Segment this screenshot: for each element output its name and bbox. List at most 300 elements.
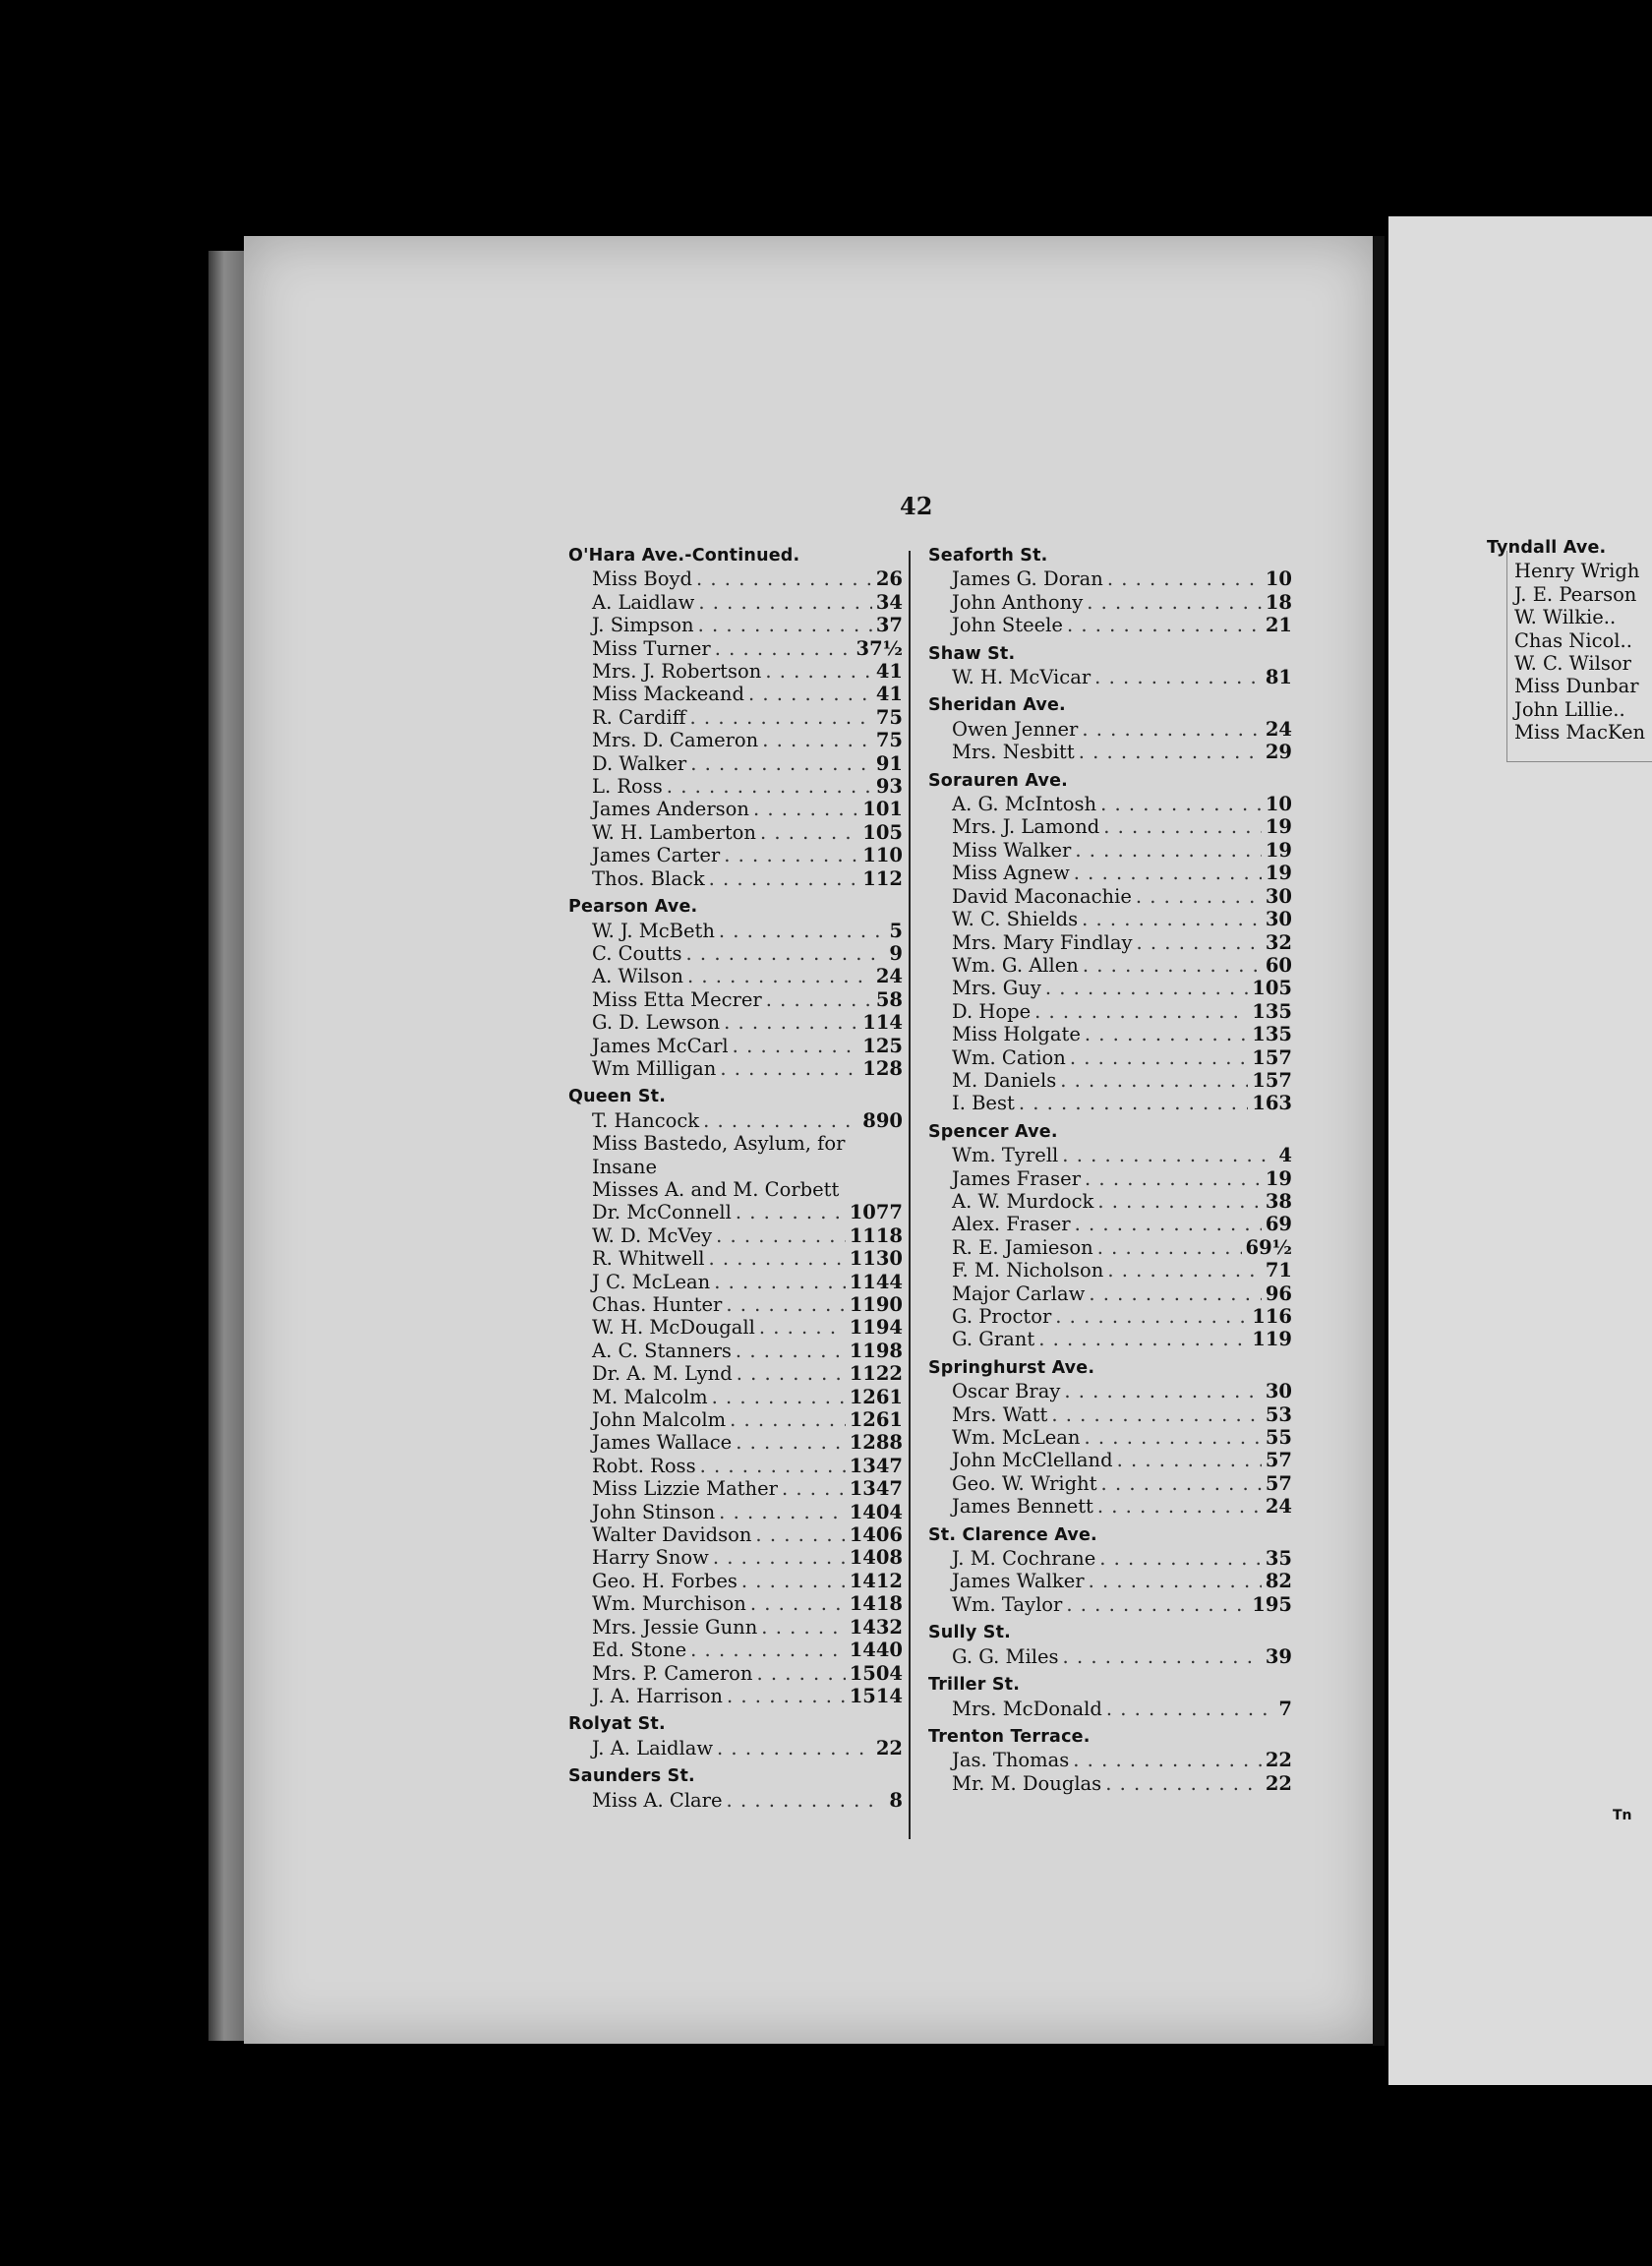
leader-dots xyxy=(724,844,858,866)
leader-dots xyxy=(698,614,872,636)
resident-name: Miss Boyd xyxy=(592,567,692,591)
leader-dots xyxy=(1045,977,1248,999)
house-number: 37½ xyxy=(856,636,903,660)
leader-dots xyxy=(1085,1023,1248,1045)
resident-name: J. Simpson xyxy=(592,614,694,637)
house-number: 38 xyxy=(1265,1189,1292,1213)
house-number: 110 xyxy=(862,844,903,867)
leader-dots xyxy=(727,1789,879,1812)
directory-entry xyxy=(568,1737,903,1759)
resident-name: Wm. G. Allen xyxy=(952,953,1079,977)
house-number: 1432 xyxy=(849,1615,903,1639)
resident-name: C. Coutts xyxy=(592,941,682,965)
resident-name: John McClelland xyxy=(952,1449,1113,1472)
resident-name: Alex. Fraser xyxy=(952,1213,1071,1236)
directory-entry xyxy=(928,666,1292,688)
street-heading: St. Clarence Ave. xyxy=(928,1524,1097,1545)
leader-dots xyxy=(700,1455,846,1477)
leader-dots xyxy=(716,1224,846,1247)
house-number: 1261 xyxy=(849,1385,903,1408)
directory-entry xyxy=(568,591,903,614)
directory-entry xyxy=(568,1501,903,1523)
leader-dots xyxy=(714,1271,846,1293)
resident-name: Miss Bastedo, Asylum, for xyxy=(592,1132,846,1156)
leader-dots xyxy=(1034,1000,1248,1023)
house-number: 24 xyxy=(875,965,903,988)
directory-entry xyxy=(568,988,903,1011)
directory-entry xyxy=(568,729,903,751)
leader-dots xyxy=(1083,954,1262,977)
resident-name: Geo. W. Wright xyxy=(952,1471,1097,1495)
directory-entry xyxy=(568,1546,903,1569)
directory-entry xyxy=(568,637,903,660)
directory-entry xyxy=(568,752,903,775)
leader-dots xyxy=(687,965,872,987)
page-number: 42 xyxy=(900,492,933,520)
directory-entry xyxy=(928,591,1292,614)
house-number: 9 xyxy=(889,941,903,965)
resident-name: Wm Milligan xyxy=(592,1056,717,1080)
leader-dots xyxy=(717,1737,872,1759)
house-number: 82 xyxy=(1265,1570,1292,1593)
resident-name: R. E. Jamieson xyxy=(952,1235,1093,1259)
house-number: 125 xyxy=(862,1034,903,1057)
leader-dots xyxy=(1087,591,1262,614)
house-number: 1406 xyxy=(849,1523,903,1547)
directory-entry xyxy=(928,1213,1292,1235)
directory-entry xyxy=(568,1789,903,1812)
resident-name: Wm. Taylor xyxy=(952,1592,1063,1616)
house-number: 1190 xyxy=(849,1293,903,1316)
street-heading: Spencer Ave. xyxy=(928,1121,1058,1142)
directory-entry xyxy=(568,1293,903,1316)
leader-dots xyxy=(1079,741,1262,763)
house-number: 890 xyxy=(862,1108,903,1132)
resident-name: Wm. McLean xyxy=(952,1426,1081,1450)
house-number: 157 xyxy=(1252,1068,1292,1092)
leader-dots xyxy=(1097,1190,1262,1213)
leader-dots xyxy=(741,1570,846,1592)
resident-name: Miss Holgate xyxy=(952,1023,1081,1046)
directory-entry xyxy=(568,1109,903,1132)
leader-dots xyxy=(715,637,853,660)
leader-dots xyxy=(1105,1772,1262,1795)
resident-name: Wm. Cation xyxy=(952,1045,1066,1069)
directory-entry xyxy=(568,1662,903,1685)
house-number: 41 xyxy=(875,660,903,684)
directory-entry xyxy=(568,1570,903,1592)
leader-dots xyxy=(1099,1547,1262,1570)
house-number: 24 xyxy=(1265,1495,1292,1519)
leader-dots xyxy=(1097,1236,1242,1259)
house-number: 1130 xyxy=(849,1247,903,1271)
leader-dots xyxy=(1082,908,1262,930)
leader-dots xyxy=(1055,1305,1248,1328)
directory-entry xyxy=(928,1593,1292,1616)
leader-dots xyxy=(690,1639,846,1661)
house-number: 26 xyxy=(875,567,903,591)
street-heading: Queen St. xyxy=(568,1087,667,1107)
directory-entry xyxy=(568,1224,903,1247)
resident-name: Henry Wrigh xyxy=(1514,560,1640,583)
resident-name: John Steele xyxy=(952,614,1063,637)
house-number: 128 xyxy=(862,1056,903,1080)
directory-entry xyxy=(568,1011,903,1034)
directory-entry xyxy=(568,614,903,636)
directory-entry xyxy=(928,1000,1292,1023)
directory-entry xyxy=(568,942,903,965)
leader-dots xyxy=(1062,1144,1268,1166)
house-number: 4 xyxy=(1278,1144,1292,1167)
directory-entry xyxy=(568,1035,903,1057)
directory-entry xyxy=(568,867,903,890)
directory-entry xyxy=(928,1570,1292,1592)
resident-name: Mrs. McDonald xyxy=(952,1697,1102,1720)
directory-entry xyxy=(1487,629,1652,652)
leader-dots xyxy=(1074,862,1262,884)
directory-entry xyxy=(568,1178,903,1201)
resident-name: Ed. Stone xyxy=(592,1639,687,1662)
directory-entry xyxy=(1487,675,1652,697)
resident-name: W. D. McVey xyxy=(592,1223,713,1247)
leader-dots xyxy=(737,1362,846,1385)
house-number: 19 xyxy=(1265,862,1292,885)
house-number: 32 xyxy=(1265,930,1292,954)
directory-entry xyxy=(928,614,1292,636)
directory-entry xyxy=(928,954,1292,977)
house-number: 1261 xyxy=(849,1408,903,1432)
directory-entry xyxy=(568,1616,903,1639)
resident-name: A. G. McIntosh xyxy=(952,793,1097,816)
directory-entry xyxy=(568,821,903,844)
leader-dots xyxy=(1060,1069,1248,1092)
directory-entry xyxy=(568,1455,903,1477)
house-number: 1347 xyxy=(849,1454,903,1477)
house-number: 1440 xyxy=(849,1639,903,1662)
directory-entry xyxy=(568,1132,903,1155)
leader-dots xyxy=(1038,1328,1248,1350)
resident-name: John Anthony xyxy=(952,590,1084,614)
resident-name: Mrs. Jessie Gunn xyxy=(592,1615,758,1639)
resident-name: G. Proctor xyxy=(952,1305,1052,1328)
house-number: 19 xyxy=(1265,815,1292,839)
directory-entry xyxy=(1487,698,1652,721)
leader-dots xyxy=(1066,1593,1248,1616)
resident-name: F. M. Nicholson xyxy=(952,1259,1104,1282)
directory-entry xyxy=(928,567,1292,590)
resident-name: L. Ross xyxy=(592,775,663,799)
leader-dots xyxy=(1073,1749,1262,1771)
directory-entry xyxy=(1487,606,1652,628)
leader-dots xyxy=(1089,1570,1262,1592)
directory-entry xyxy=(568,1408,903,1431)
directory-entry xyxy=(568,775,903,798)
leader-dots xyxy=(748,683,872,705)
house-number: 19 xyxy=(1265,1166,1292,1190)
street-heading: Rolyat St. xyxy=(568,1714,666,1735)
leader-dots xyxy=(1019,1092,1248,1114)
house-number: 1418 xyxy=(849,1592,903,1616)
resident-name: Thos. Black xyxy=(592,866,705,890)
house-number: 75 xyxy=(875,729,903,752)
directory-entry xyxy=(568,920,903,942)
resident-name: A. Laidlaw xyxy=(592,590,695,614)
directory-entry xyxy=(928,862,1292,884)
directory-entry xyxy=(928,1259,1292,1282)
leader-dots xyxy=(690,706,872,729)
house-number: 163 xyxy=(1252,1092,1292,1115)
leader-dots xyxy=(1106,1698,1268,1720)
resident-name: G. D. Lewson xyxy=(592,1011,721,1035)
directory-entry xyxy=(568,1523,903,1546)
house-number: 30 xyxy=(1265,884,1292,908)
left-column xyxy=(568,539,903,1812)
directory-entry xyxy=(1487,652,1652,675)
leader-dots xyxy=(750,1592,846,1615)
leader-dots xyxy=(1100,793,1262,815)
leader-dots xyxy=(1075,1213,1262,1235)
resident-name: James Wallace xyxy=(592,1431,733,1455)
resident-name: J. M. Cochrane xyxy=(952,1547,1096,1571)
street-heading: O'Hara Ave.-Continued. xyxy=(568,546,800,566)
resident-name: Mrs. Nesbitt xyxy=(952,741,1075,764)
house-number: 71 xyxy=(1265,1259,1292,1282)
resident-name: T. Hancock xyxy=(592,1108,700,1132)
directory-entry xyxy=(568,567,903,590)
leader-dots xyxy=(736,1431,846,1454)
directory-entry xyxy=(568,1592,903,1615)
resident-name: Chas. Hunter xyxy=(592,1293,723,1316)
leader-dots xyxy=(709,867,859,890)
house-number: 5 xyxy=(889,919,903,942)
directory-entry xyxy=(1487,721,1652,744)
house-number: 1404 xyxy=(849,1500,903,1523)
leader-dots xyxy=(1097,1495,1262,1518)
resident-name: Walter Davidson xyxy=(592,1523,752,1547)
resident-name: R. Cardiff xyxy=(592,705,686,729)
leader-dots xyxy=(1063,1645,1262,1668)
directory-entry xyxy=(568,1386,903,1408)
resident-name: Mr. M. Douglas xyxy=(952,1771,1102,1795)
leader-dots xyxy=(703,1109,858,1132)
directory-entry xyxy=(1487,583,1652,606)
leader-dots xyxy=(1137,931,1262,954)
directory-entry xyxy=(568,660,903,683)
house-number: 81 xyxy=(1265,666,1292,689)
directory-entry xyxy=(928,793,1292,815)
directory-entry xyxy=(928,1772,1292,1795)
street-heading: Shaw St. xyxy=(928,643,1016,664)
house-number: 135 xyxy=(1252,1023,1292,1046)
leader-dots xyxy=(782,1477,846,1500)
resident-name: James Fraser xyxy=(952,1166,1082,1190)
resident-name: Miss Walker xyxy=(952,838,1072,862)
leader-dots xyxy=(696,567,872,590)
leader-dots xyxy=(727,1685,846,1707)
resident-name: Misses A. and M. Corbett xyxy=(592,1177,840,1201)
house-number: 35 xyxy=(1265,1547,1292,1571)
leader-dots xyxy=(1051,1403,1262,1426)
directory-entry xyxy=(928,1645,1292,1668)
directory-entry xyxy=(928,839,1292,862)
directory-entry xyxy=(928,1472,1292,1495)
directory-entry xyxy=(568,1156,903,1178)
directory-entry xyxy=(568,1201,903,1223)
resident-name: A. C. Stanners xyxy=(592,1339,732,1362)
leader-dots xyxy=(1136,885,1262,908)
street-heading: Sully St. xyxy=(928,1623,1011,1643)
house-number: 34 xyxy=(875,590,903,614)
house-number: 24 xyxy=(1265,717,1292,741)
directory-entry xyxy=(928,1426,1292,1449)
resident-name: James McCarl xyxy=(592,1034,729,1057)
street-heading: Sorauren Ave. xyxy=(928,770,1069,791)
leader-dots xyxy=(720,1057,858,1080)
house-number: 1347 xyxy=(849,1477,903,1501)
resident-name: Mrs. J. Lamond xyxy=(952,815,1100,839)
resident-name: Mrs. Mary Findlay xyxy=(952,930,1133,954)
house-number: 57 xyxy=(1265,1471,1292,1495)
resident-name: James Bennett xyxy=(952,1495,1093,1519)
resident-name: W. J. McBeth xyxy=(592,919,715,942)
directory-entry xyxy=(928,1023,1292,1045)
resident-name: Wm. Murchison xyxy=(592,1592,746,1616)
leader-dots xyxy=(1082,718,1262,741)
resident-name: Miss Mackeand xyxy=(592,683,744,706)
leader-dots xyxy=(690,752,872,775)
resident-name: J. E. Pearson xyxy=(1514,582,1637,606)
directory-entry xyxy=(928,1698,1292,1720)
leader-dots xyxy=(713,1546,846,1569)
house-number: 1194 xyxy=(849,1316,903,1340)
resident-name: Miss Turner xyxy=(592,636,711,660)
resident-name: D. Walker xyxy=(592,751,687,775)
leader-dots xyxy=(1075,839,1262,862)
leader-dots xyxy=(1064,1380,1262,1402)
directory-entry xyxy=(568,1271,903,1293)
resident-name: Mrs. D. Cameron xyxy=(592,729,759,752)
house-number: 1514 xyxy=(849,1684,903,1707)
directory-entry xyxy=(928,1092,1292,1114)
directory-entry xyxy=(928,741,1292,763)
right-column xyxy=(928,539,1292,1795)
directory-entry xyxy=(928,1328,1292,1350)
directory-entry xyxy=(1487,560,1652,582)
leader-dots xyxy=(1103,815,1262,838)
house-number: 1412 xyxy=(849,1569,903,1592)
house-number: 69 xyxy=(1265,1213,1292,1236)
resident-name: G. G. Miles xyxy=(952,1644,1059,1668)
resident-name: W. H. Lamberton xyxy=(592,820,756,844)
resident-name: Chas Nicol.. xyxy=(1514,628,1632,652)
leader-dots xyxy=(759,1316,846,1339)
street-heading: Trenton Terrace. xyxy=(928,1726,1091,1747)
house-number: 1118 xyxy=(849,1223,903,1247)
resident-name: R. Whitwell xyxy=(592,1247,705,1271)
directory-entry xyxy=(568,1639,903,1661)
directory-entry xyxy=(568,1362,903,1385)
house-number: 58 xyxy=(875,987,903,1011)
house-number: 1288 xyxy=(849,1431,903,1455)
resident-name: Jas. Thomas xyxy=(952,1749,1070,1772)
house-number: 75 xyxy=(875,705,903,729)
directory-entry xyxy=(928,815,1292,838)
house-number: 29 xyxy=(1265,741,1292,764)
house-number: 69½ xyxy=(1245,1235,1292,1259)
house-number: 18 xyxy=(1265,590,1292,614)
resident-name: J. A. Harrison xyxy=(592,1684,723,1707)
house-number: 39 xyxy=(1265,1644,1292,1668)
resident-name: John Lillie.. xyxy=(1514,697,1625,721)
leader-dots xyxy=(686,942,879,965)
leader-dots xyxy=(712,1386,846,1408)
resident-name: Owen Jenner xyxy=(952,717,1079,741)
house-number: 53 xyxy=(1265,1402,1292,1426)
resident-name: W. C. Shields xyxy=(952,908,1079,931)
resident-name: Robt. Ross xyxy=(592,1454,696,1477)
leader-dots xyxy=(1085,1426,1262,1449)
directory-entry xyxy=(568,965,903,987)
resident-name: Oscar Bray xyxy=(952,1380,1061,1403)
resident-name: A. W. Murdock xyxy=(952,1189,1094,1213)
directory-entry xyxy=(568,683,903,705)
resident-name: Wm. Tyrell xyxy=(952,1144,1059,1167)
resident-name: D. Hope xyxy=(952,999,1032,1023)
house-number: 105 xyxy=(862,820,903,844)
directory-entry xyxy=(928,1449,1292,1471)
leader-dots xyxy=(667,775,872,798)
directory-entry xyxy=(928,1749,1292,1771)
directory-entry xyxy=(568,844,903,866)
resident-name: Miss Agnew xyxy=(952,862,1070,885)
house-number: 30 xyxy=(1265,1380,1292,1403)
resident-name: Major Carlaw xyxy=(952,1282,1086,1305)
directory-entry xyxy=(568,1340,903,1362)
resident-name: M. Malcolm xyxy=(592,1385,708,1408)
directory-entry xyxy=(568,1247,903,1270)
directory-entry xyxy=(928,1190,1292,1213)
resident-name: Miss Etta Mecrer xyxy=(592,987,762,1011)
resident-name: Miss A. Clare xyxy=(592,1788,723,1812)
directory-entry xyxy=(928,1403,1292,1426)
directory-entry xyxy=(928,1547,1292,1570)
street-heading: Springhurst Ave. xyxy=(928,1357,1095,1378)
directory-entry xyxy=(928,977,1292,999)
page-gutter xyxy=(1373,236,1385,2046)
leader-dots xyxy=(708,1247,845,1270)
directory-entry xyxy=(928,931,1292,954)
house-number: 60 xyxy=(1265,953,1292,977)
house-number: 1122 xyxy=(849,1362,903,1386)
resident-name: Miss Dunbar xyxy=(1514,675,1639,698)
resident-name: J. A. Laidlaw xyxy=(592,1736,714,1759)
house-number: 195 xyxy=(1252,1592,1292,1616)
leader-dots xyxy=(1117,1449,1262,1471)
house-number: 22 xyxy=(1265,1771,1292,1795)
resident-name: Dr. A. M. Lynd xyxy=(592,1362,733,1386)
directory-entry xyxy=(568,1316,903,1339)
directory-entry xyxy=(568,706,903,729)
resident-name: Mrs. J. Robertson xyxy=(592,660,762,684)
house-number: 157 xyxy=(1252,1045,1292,1069)
street-heading: Saunders St. xyxy=(568,1766,695,1787)
directory-entry xyxy=(928,885,1292,908)
resident-name: W. Wilkie.. xyxy=(1514,606,1617,629)
resident-name: Miss MacKen xyxy=(1514,721,1646,745)
house-number: 1198 xyxy=(849,1339,903,1362)
directory-entry xyxy=(568,1685,903,1707)
directory-entry xyxy=(928,908,1292,930)
